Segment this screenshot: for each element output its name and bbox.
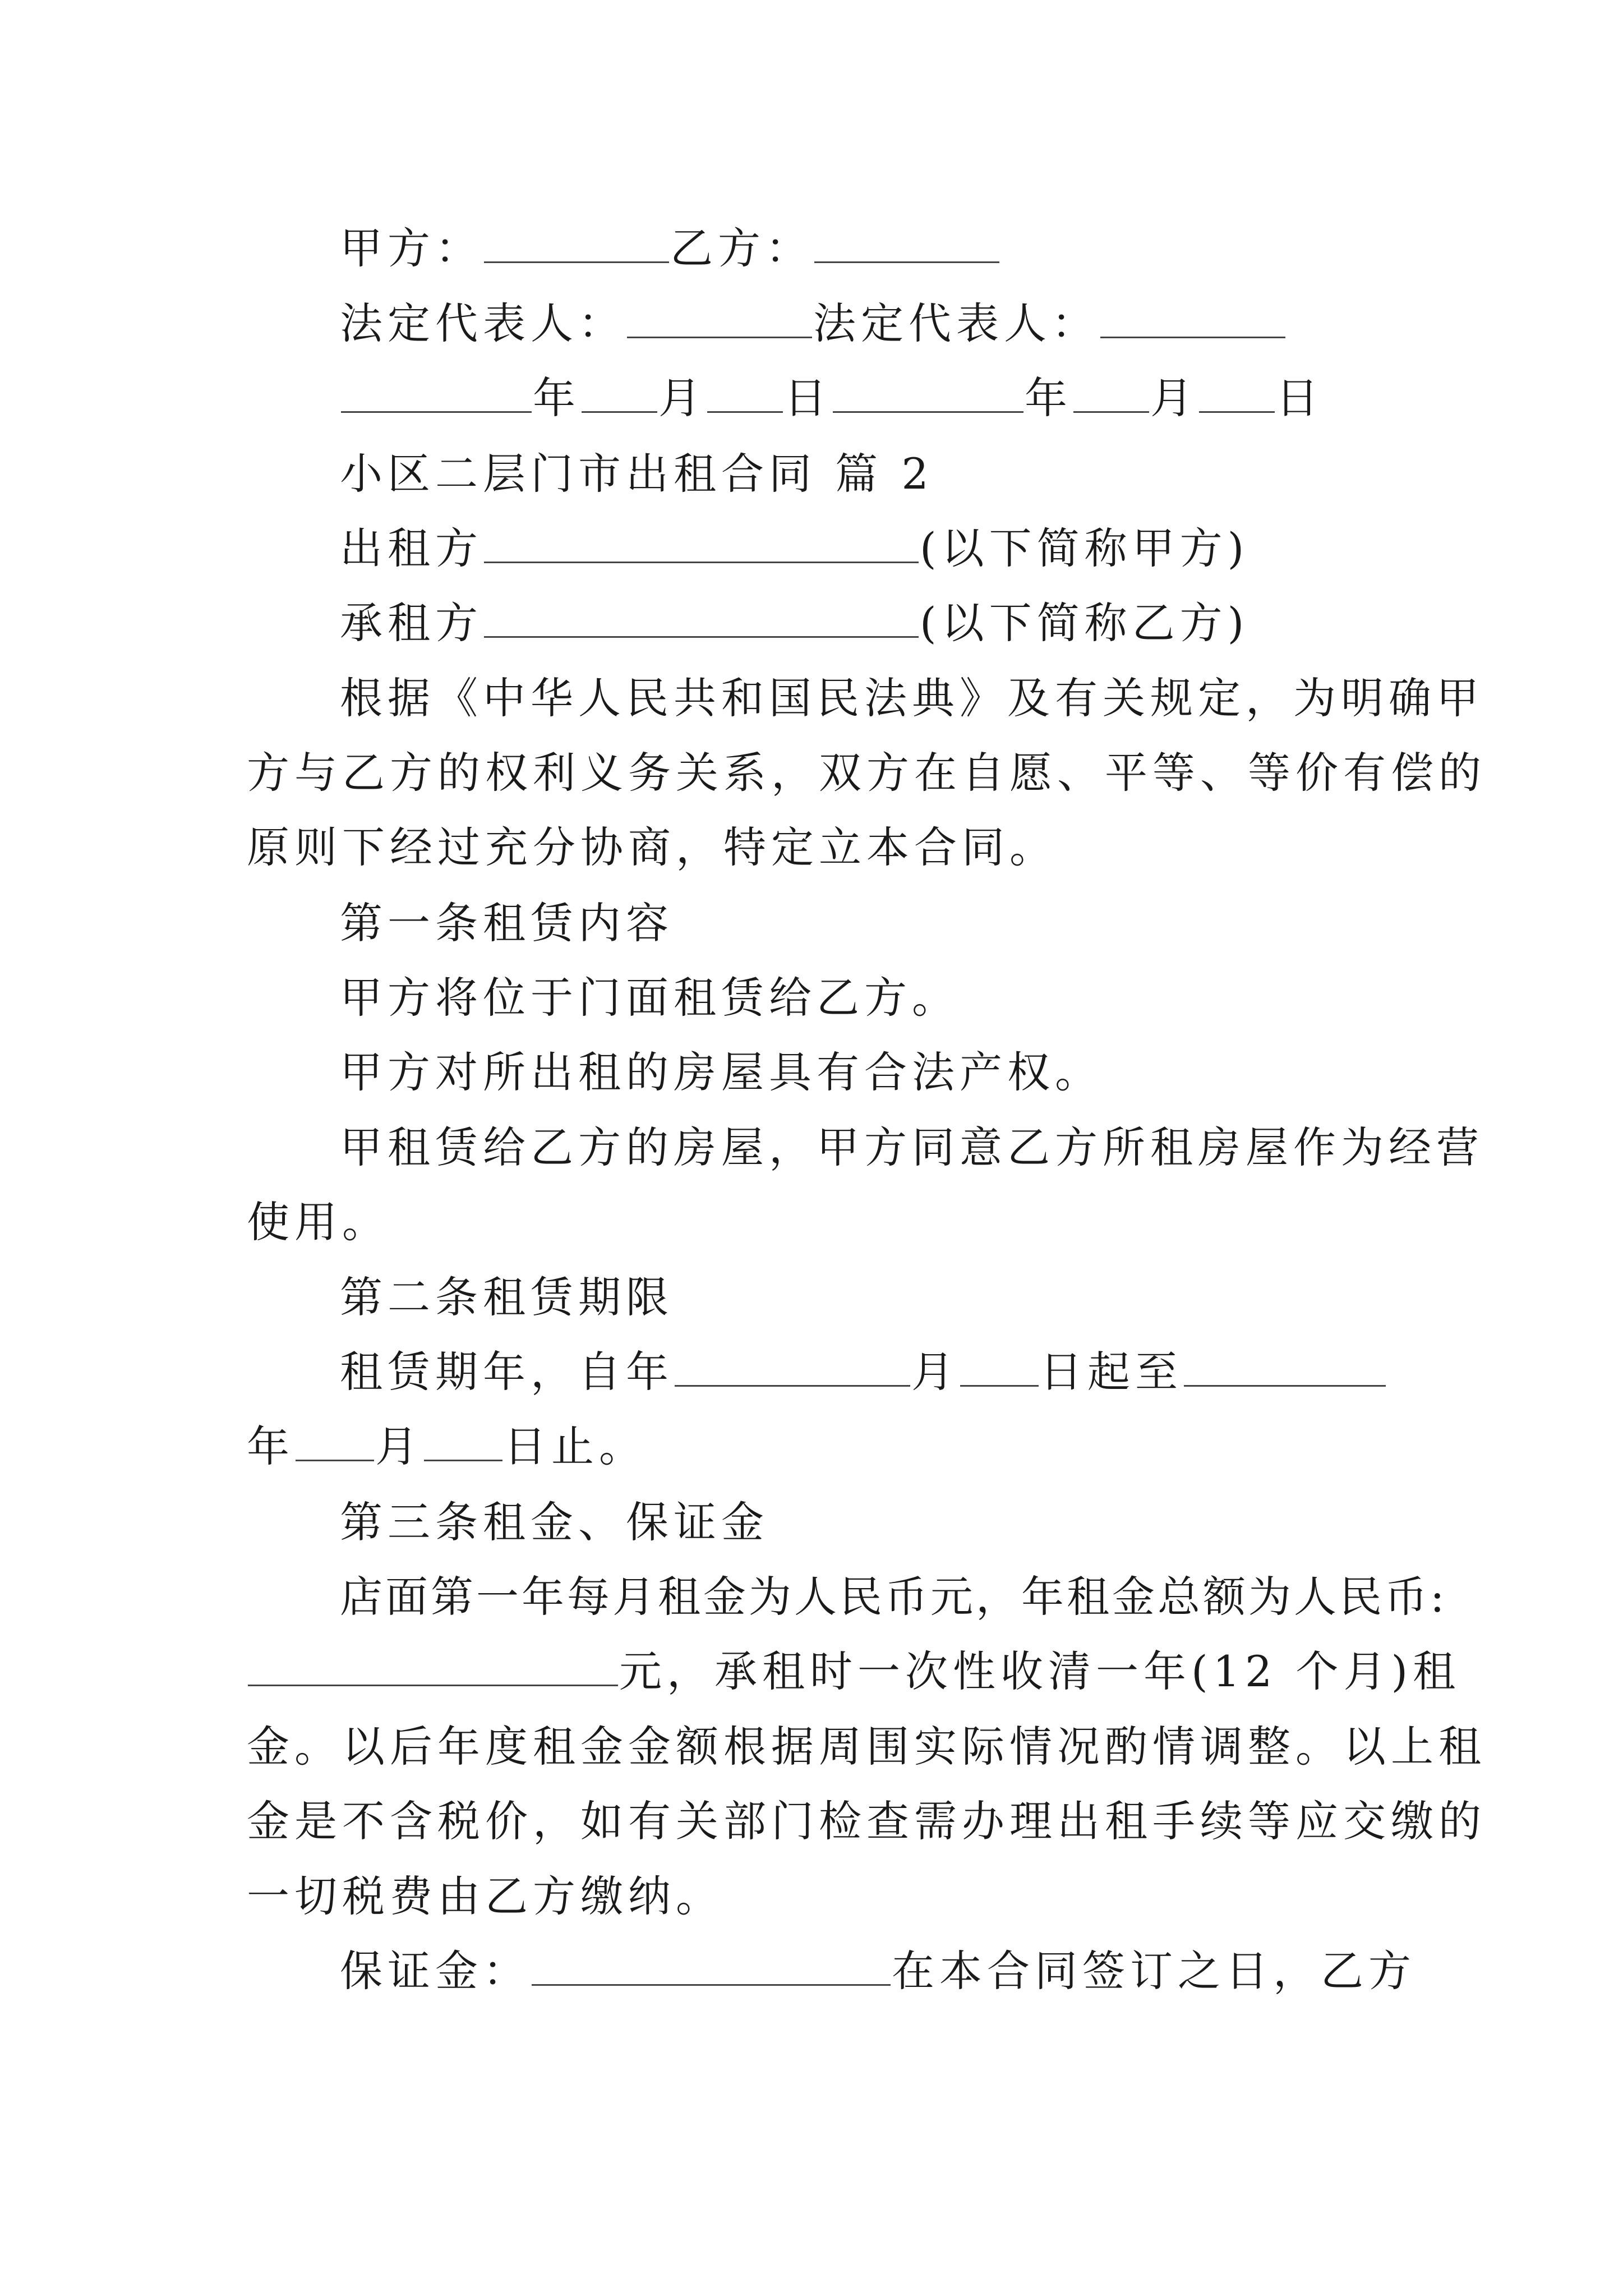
date-b-year-blank — [833, 376, 1023, 413]
party-b-label: 乙方： — [670, 223, 813, 273]
date-b-month-blank — [1073, 376, 1149, 413]
date-a-day: 日 — [784, 373, 832, 423]
preamble-line-3: 原则下经过充分协商，特定立本合同。 — [247, 822, 1057, 872]
lessor-label: 出租方 — [340, 523, 483, 573]
article-3-title: 第三条租金、保证金 — [340, 1497, 769, 1547]
party-b-blank — [814, 227, 999, 263]
end-year-blank — [1184, 1350, 1386, 1387]
date-a-month-blank — [582, 376, 657, 413]
deposit-label: 保证金： — [340, 1946, 531, 1996]
end-day-label: 日止。 — [504, 1421, 647, 1471]
party-a-blank — [484, 227, 669, 263]
rep-b-blank — [1100, 302, 1285, 338]
start-day-blank — [960, 1350, 1039, 1387]
party-a-label: 甲方： — [340, 223, 483, 273]
date-a-year: 年 — [533, 373, 580, 423]
article-1-para-2: 甲方对所出租的房屋具有合法产权。 — [340, 1047, 1103, 1097]
article-3-line-3: 金。以后年度租金金额根据周围实际情况酌情调整。以上租 — [247, 1722, 1486, 1772]
annual-rent-text: 元，承租时一次性收清一年(12 个月)租 — [619, 1646, 1461, 1696]
date-b-month: 月 — [1150, 373, 1198, 423]
date-b-day: 日 — [1276, 373, 1324, 423]
rep-a-label: 法定代表人： — [340, 298, 626, 348]
article-1-para-3-line-1: 甲租赁给乙方的房屋，甲方同意乙方所租房屋作为经营 — [340, 1122, 1484, 1172]
article-2-line-2 — [247, 1419, 647, 1475]
article-2-title: 第二条租赁期限 — [340, 1272, 674, 1322]
end-month-blank — [296, 1425, 374, 1461]
lessee-note: (以下简称乙方) — [920, 598, 1249, 648]
signature-line-representatives — [340, 296, 1287, 352]
lessor-line — [340, 521, 1249, 577]
lessee-label: 承租方 — [340, 598, 483, 648]
deposit-line — [340, 1943, 1416, 1999]
article-3-line-5: 一切税费由乙方缴纳。 — [247, 1871, 723, 1921]
article-3-line-2 — [247, 1644, 1460, 1700]
date-a-month: 月 — [658, 373, 706, 423]
article-3-line-4: 金是不含税价，如有关部门检查需办理出租手续等应交缴的 — [247, 1796, 1486, 1846]
end-month-label: 月 — [375, 1421, 423, 1471]
preamble-line-2: 方与乙方的权利义务关系，双方在自愿、平等、等价有偿的 — [247, 748, 1486, 798]
annual-rent-blank — [248, 1650, 618, 1686]
start-day-label: 日起至 — [1040, 1347, 1183, 1397]
article-1-title: 第一条租赁内容 — [340, 898, 674, 948]
end-day-blank — [424, 1425, 502, 1461]
end-year-label: 年 — [247, 1421, 294, 1471]
deposit-blank — [532, 1949, 891, 1986]
lessor-note: (以下简称甲方) — [920, 523, 1249, 573]
article-1-para-3-line-2: 使用。 — [247, 1197, 390, 1247]
lessor-blank — [484, 527, 919, 563]
date-a-day-blank — [707, 376, 783, 413]
lease-term-text: 租赁期年，自年 — [340, 1347, 674, 1397]
start-year-blank — [675, 1350, 910, 1387]
article-2-line-1 — [340, 1344, 1387, 1400]
signature-line-parties — [340, 220, 1000, 277]
date-b-year: 年 — [1025, 373, 1072, 423]
article-1-para-1: 甲方将位于门面租赁给乙方。 — [340, 973, 960, 1023]
date-b-day-blank — [1199, 376, 1275, 413]
article-3-line-1: 店面第一年每月租金为人民币元，年租金总额为人民币: — [340, 1572, 1447, 1622]
date-a-year-blank — [341, 376, 532, 413]
lessee-line — [340, 595, 1249, 651]
deposit-text: 在本合同签订之日，乙方 — [892, 1946, 1416, 1996]
lessee-blank — [484, 601, 919, 638]
section-title: 小区二层门市出租合同 篇 2 — [340, 449, 934, 499]
preamble-line-1: 根据《中华人民共和国民法典》及有关规定，为明确甲 — [340, 673, 1484, 723]
signature-line-dates — [340, 370, 1324, 426]
start-month-label: 月 — [911, 1347, 959, 1397]
rep-b-label: 法定代表人： — [813, 298, 1099, 348]
rep-a-blank — [627, 302, 812, 338]
